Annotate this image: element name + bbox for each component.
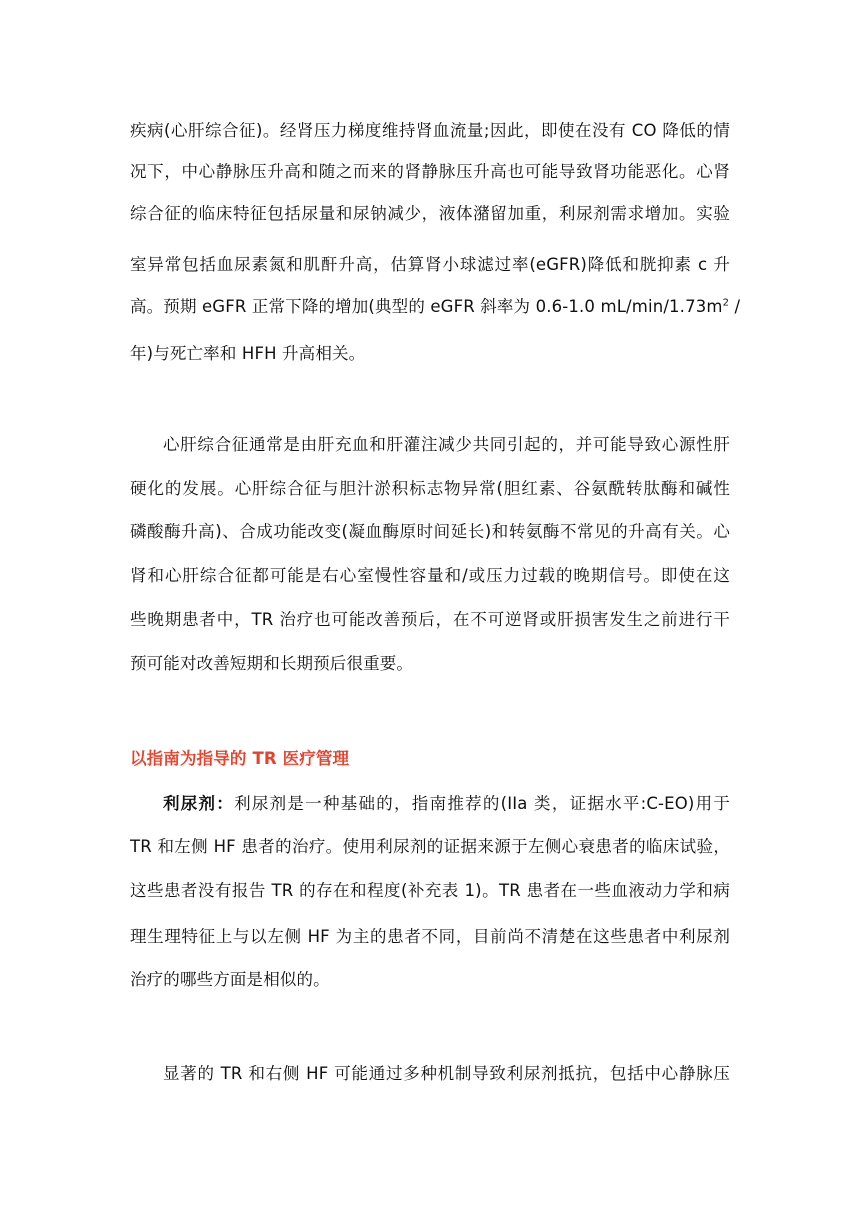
text-line: TR 和左侧 HF 患者的治疗。使用利尿剂的证据来源于左侧心衰患者的临床试验，: [130, 837, 730, 856]
diuretics-lead: 利尿剂：: [163, 794, 235, 813]
text-line: 显著的 TR 和右侧 HF 可能通过多种机制导致利尿剂抵抗，包括中心静脉压: [163, 1064, 730, 1083]
text-line: 年)与死亡率和 HFH 升高相关。: [130, 344, 366, 363]
text-line: 这些患者没有报告 TR 的存在和程度(补充表 1)。TR 患者在一些血液动力学和病: [130, 881, 730, 900]
section-heading: 以指南为指导的 TR 医疗管理: [130, 749, 350, 768]
text-line: 况下，中心静脉压升高和随之而来的肾静脉压升高也可能导致肾功能恶化。心肾: [130, 162, 730, 181]
text-line: 磷酸酶升高)、合成功能改变(凝血酶原时间延长)和转氨酶不常见的升高有关。心: [130, 522, 730, 541]
text-line-main: 高。预期 eGFR 正常下降的增加(典型的 eGFR 斜率为 0.6-1.0 mL/min/1.73m: [130, 297, 723, 316]
text-line: [130, 296, 741, 318]
text-line: 治疗的哪些方面是相似的。: [130, 970, 330, 989]
text-line: [163, 793, 730, 815]
text-line: 综合征的临床特征包括尿量和尿钠减少，液体潴留加重，利尿剂需求增加。实验: [130, 204, 730, 223]
text-line: 预可能对改善短期和长期预后很重要。: [130, 654, 414, 673]
text-line: 肾和心肝综合征都可能是右心室慢性容量和/或压力过载的晚期信号。即使在这: [130, 566, 730, 585]
text-line: 理生理特征上与以左侧 HF 为主的患者不同，目前尚不清楚在这些患者中利尿剂: [130, 927, 730, 946]
text-line: 疾病(心肝综合征)。经肾压力梯度维持肾血流量;因此，即使在没有 CO 降低的情: [130, 121, 730, 140]
text-line: 硬化的发展。心肝综合征与胆汁淤积标志物异常(胆红素、谷氨酰转肽酶和碱性: [130, 479, 730, 498]
text-line-rest: 利尿剂是一种基础的，指南推荐的(IIa 类，证据水平:C-EO)用于: [234, 794, 730, 813]
text-line: 心肝综合征通常是由肝充血和肝灌注减少共同引起的，并可能导致心源性肝: [163, 435, 730, 454]
text-line: 些晚期患者中，TR 治疗也可能改善预后，在不可逆肾或肝损害发生之前进行干: [130, 610, 730, 629]
superscript: 2: [722, 297, 730, 309]
text-line: 室异常包括血尿素氮和肌酐升高，估算肾小球滤过率(eGFR)降低和胱抑素 c 升: [130, 255, 730, 274]
text-line-tail: /: [729, 297, 741, 316]
